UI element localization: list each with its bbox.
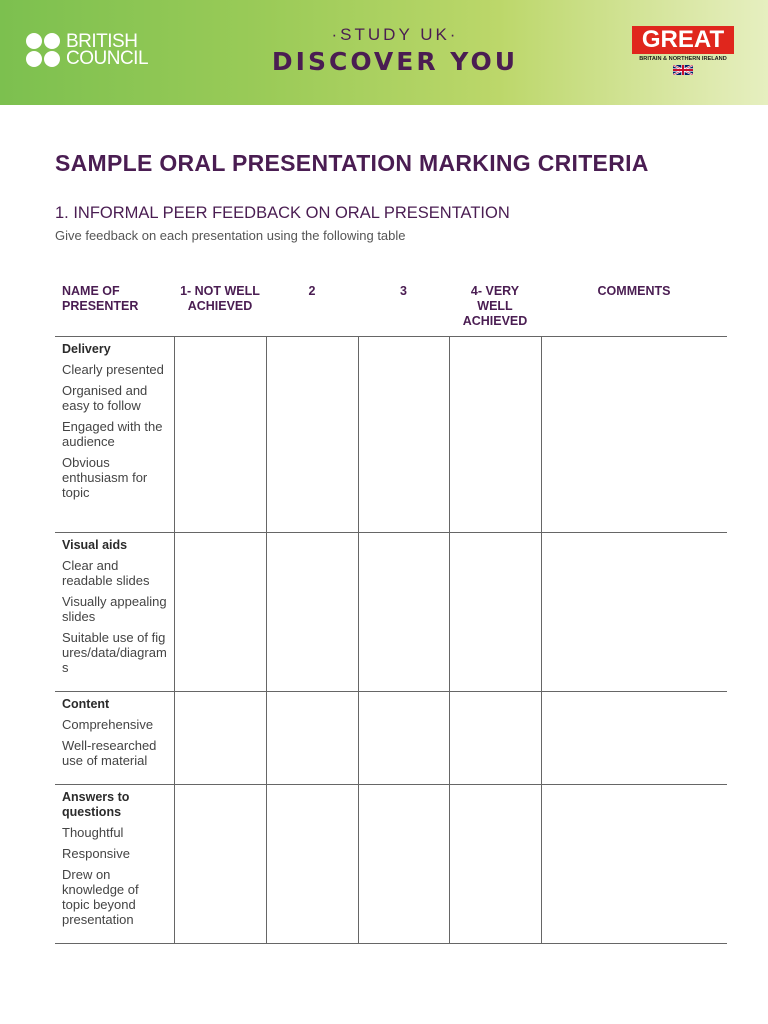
criteria-cell xyxy=(55,785,174,944)
comments-cell[interactable] xyxy=(541,337,727,533)
table-header-row xyxy=(55,278,727,337)
table-row-content xyxy=(55,692,727,785)
score-cell-3[interactable] xyxy=(358,785,449,944)
instructions-text: Give feedback on each presentation using the following table xyxy=(55,228,406,243)
bc-logo-line1: BRITISH xyxy=(66,31,138,52)
score-cell-1[interactable] xyxy=(174,692,266,785)
criteria-item: Engaged with the audience xyxy=(62,419,163,449)
header-score-2: 2 xyxy=(308,284,316,298)
section-title: Content xyxy=(62,697,110,711)
score-cell-1[interactable] xyxy=(174,533,266,692)
criteria-item: Responsive xyxy=(62,846,130,861)
union-jack-flag-icon xyxy=(667,65,699,75)
score-cell-4[interactable] xyxy=(449,337,541,533)
score-cell-4[interactable] xyxy=(449,533,541,692)
section-title: Delivery xyxy=(62,342,111,356)
criteria-item: Suitable use of figures/data/diagrams xyxy=(62,630,167,675)
criteria-item: Visually appealing slides xyxy=(62,594,167,624)
header-score-3: 3 xyxy=(400,284,407,298)
comments-cell[interactable] xyxy=(541,692,727,785)
criteria-item: Clear and readable slides xyxy=(62,558,150,588)
british-council-dots-icon xyxy=(26,33,60,67)
document-title: SAMPLE ORAL PRESENTATION MARKING CRITERIA xyxy=(55,150,649,176)
criteria-item: Comprehensive xyxy=(62,717,154,732)
section-subtitle: 1. INFORMAL PEER FEEDBACK ON ORAL PRESENTATION xyxy=(55,204,510,222)
comments-cell[interactable] xyxy=(541,785,727,944)
great-logo-subtext: BRITAIN & NORTHERN IRELAND xyxy=(639,56,727,62)
criteria-item: Organised and easy to follow xyxy=(62,383,148,413)
header-score-4: 4- VERY WELL ACHIEVED xyxy=(462,284,528,328)
score-cell-3[interactable] xyxy=(358,337,449,533)
header-comments: COMMENTS xyxy=(597,284,671,298)
score-cell-2[interactable] xyxy=(266,337,358,533)
score-cell-2[interactable] xyxy=(266,692,358,785)
criteria-item: Drew on knowledge of topic beyond presentation xyxy=(62,867,139,927)
score-cell-1[interactable] xyxy=(174,337,266,533)
study-uk-line2: DISCOVER YOU xyxy=(271,47,519,76)
header-name-of-presenter: NAME OF PRESENTER xyxy=(62,284,139,313)
header-banner xyxy=(0,0,768,105)
score-cell-3[interactable] xyxy=(358,533,449,692)
marking-criteria-table xyxy=(55,278,727,944)
great-logo-text: GREAT xyxy=(632,26,734,54)
score-cell-1[interactable] xyxy=(174,785,266,944)
criteria-item: Obvious enthusiasm for topic xyxy=(62,455,148,500)
criteria-cell xyxy=(55,692,174,785)
table-row-visual-aids xyxy=(55,533,727,692)
british-council-logo xyxy=(26,33,148,67)
criteria-item: Well-researched use of material xyxy=(62,738,157,768)
criteria-cell xyxy=(55,337,174,533)
score-cell-2[interactable] xyxy=(266,785,358,944)
bc-logo-line2: COUNCIL xyxy=(66,48,149,69)
score-cell-4[interactable] xyxy=(449,692,541,785)
table-row-answers-to-questions xyxy=(55,785,727,944)
criteria-item: Clearly presented xyxy=(62,362,164,377)
score-cell-3[interactable] xyxy=(358,692,449,785)
study-uk-logo xyxy=(250,25,540,76)
section-title: Answers to questions xyxy=(62,790,130,819)
score-cell-4[interactable] xyxy=(449,785,541,944)
criteria-item: Thoughtful xyxy=(62,825,124,840)
section-title: Visual aids xyxy=(62,538,128,552)
great-logo xyxy=(632,26,734,75)
comments-cell[interactable] xyxy=(541,533,727,692)
table-row-delivery xyxy=(55,337,727,533)
score-cell-2[interactable] xyxy=(266,533,358,692)
study-uk-line1: ·STUDY UK· xyxy=(331,25,459,44)
criteria-cell xyxy=(55,533,174,692)
header-score-1: 1- NOT WELL ACHIEVED xyxy=(180,284,260,313)
